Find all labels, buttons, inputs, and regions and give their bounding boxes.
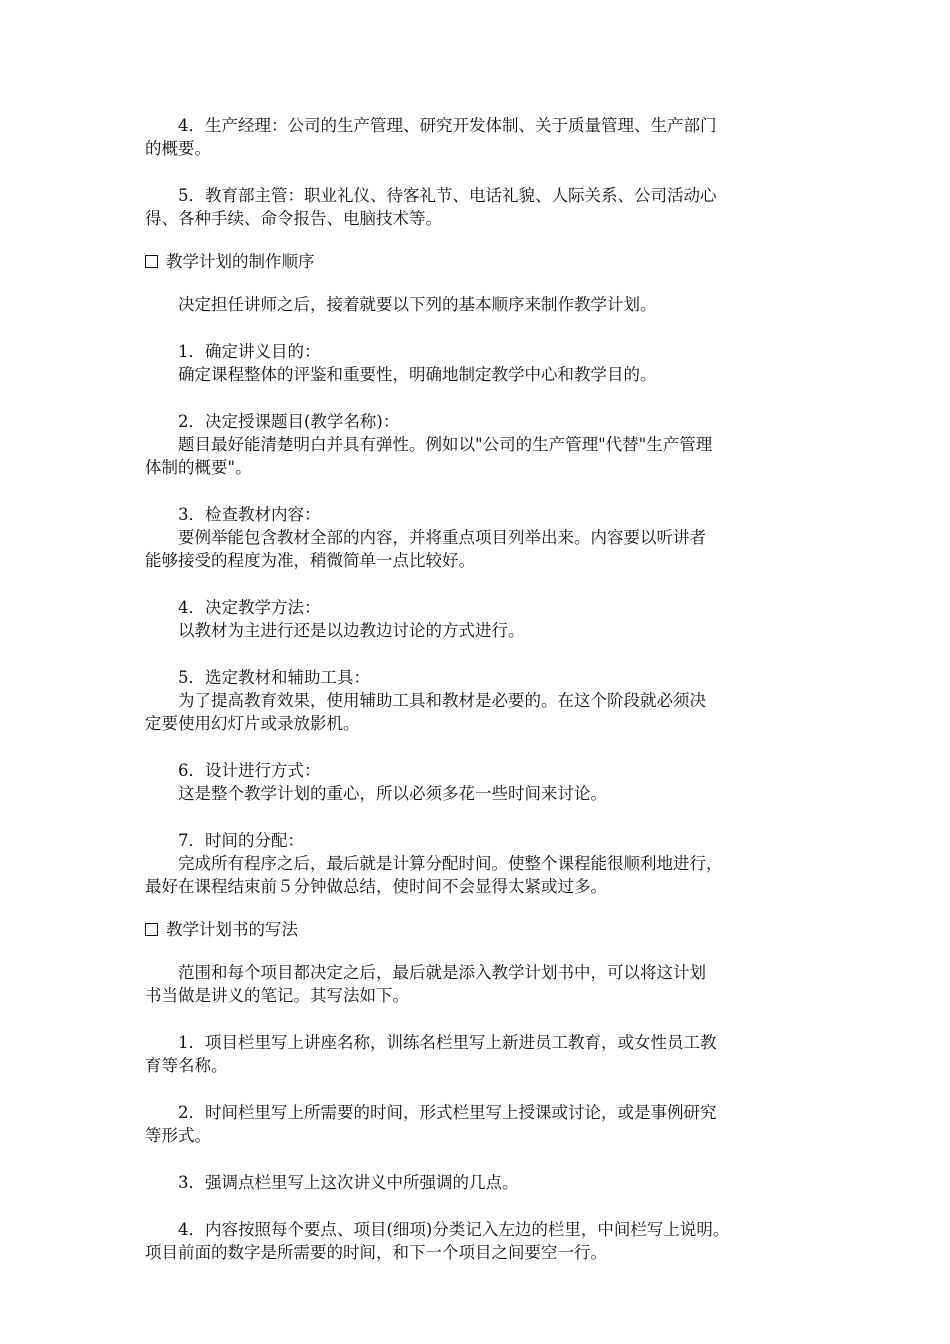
intro-item bbox=[145, 184, 950, 230]
checkbox-square-icon bbox=[145, 255, 158, 268]
paragraph: 2．时间栏里写上所需要的时间，形式栏里写上授课或讨论，或是事例研究 等形式。 bbox=[145, 1103, 717, 1145]
step-body: 确定课程整体的评鉴和重要性，明确地制定教学中心和教学目的。 bbox=[145, 365, 657, 384]
step-item bbox=[145, 410, 950, 479]
text-line: 5．教育部主管：职业礼仪、待客礼节、电话礼貌、人际关系、公司活动心 bbox=[145, 186, 717, 205]
step-item bbox=[145, 596, 950, 642]
step-item bbox=[145, 759, 950, 805]
text-line: 的概要。 bbox=[145, 139, 211, 158]
step-body: 题目最好能清楚明白并具有弹性。例如以"公司的生产管理"代替"生产管理 体制的概要"。 bbox=[145, 435, 713, 477]
step-title: 2．决定授课题目(教学名称)： bbox=[145, 412, 400, 431]
step-body: 这是整个教学计划的重心，所以必须多花一些时间来讨论。 bbox=[145, 784, 607, 803]
section-intro: 决定担任讲师之后，接着就要以下列的基本顺序来制作教学计划。 bbox=[145, 295, 657, 314]
section-heading bbox=[145, 918, 950, 941]
paragraph: 范围和每个项目都决定之后，最后就是添入教学计划书中，可以将这计划 书当做是讲义的笔记。其写法如下。 bbox=[145, 963, 706, 1005]
step-title: 4．决定教学方法： bbox=[145, 598, 321, 617]
step-item bbox=[145, 666, 950, 735]
paragraph: 4．内容按照每个要点、项目(细项)分类记入左边的栏里，中间栏写上说明。 项目前面的数字是所需要的时间，和下一个项目之间要空一行。 bbox=[145, 1220, 730, 1262]
step-title: 6．设计进行方式： bbox=[145, 761, 321, 780]
step-item bbox=[145, 340, 950, 386]
step-body: 为了提高教育效果，使用辅助工具和教材是必要的。在这个阶段就必须决 定要使用幻灯片或录放影机。 bbox=[145, 691, 706, 733]
paragraph: 3．强调点栏里写上这次讲义中所强调的几点。 bbox=[145, 1173, 519, 1192]
step-body: 以教材为主进行还是以边教边讨论的方式进行。 bbox=[145, 621, 525, 640]
step-item bbox=[145, 503, 950, 572]
step-body: 完成所有程序之后，最后就是计算分配时间。使整个课程能很顺利地进行， 最好在课程结束前５分钟做总结，使时间不会显得太紧或过多。 bbox=[145, 854, 723, 896]
step-body: 要例举能包含教材全部的内容，并将重点项目列举出来。内容要以听讲者 能够接受的程度为准，稍微简单一点比较好。 bbox=[145, 528, 706, 570]
section-heading-text: 教学计划的制作顺序 bbox=[166, 252, 315, 271]
checkbox-square-icon bbox=[145, 923, 158, 936]
intro-item bbox=[145, 114, 950, 160]
step-title: 3．检查教材内容： bbox=[145, 505, 321, 524]
text-line: 得、各种手续、命令报告、电脑技术等。 bbox=[145, 209, 442, 228]
step-title: 7．时间的分配： bbox=[145, 831, 304, 850]
section-heading bbox=[145, 250, 950, 273]
step-title: 5．选定教材和辅助工具： bbox=[145, 668, 370, 687]
paragraph: 1．项目栏里写上讲座名称，训练名栏里写上新进员工教育，或女性员工教 育等名称。 bbox=[145, 1033, 717, 1075]
section-heading-text: 教学计划书的写法 bbox=[166, 920, 298, 939]
text-line: 4．生产经理：公司的生产管理、研究开发体制、关于质量管理、生产部门 bbox=[145, 116, 717, 135]
step-title: 1．确定讲义目的： bbox=[145, 342, 321, 361]
step-item bbox=[145, 829, 950, 898]
